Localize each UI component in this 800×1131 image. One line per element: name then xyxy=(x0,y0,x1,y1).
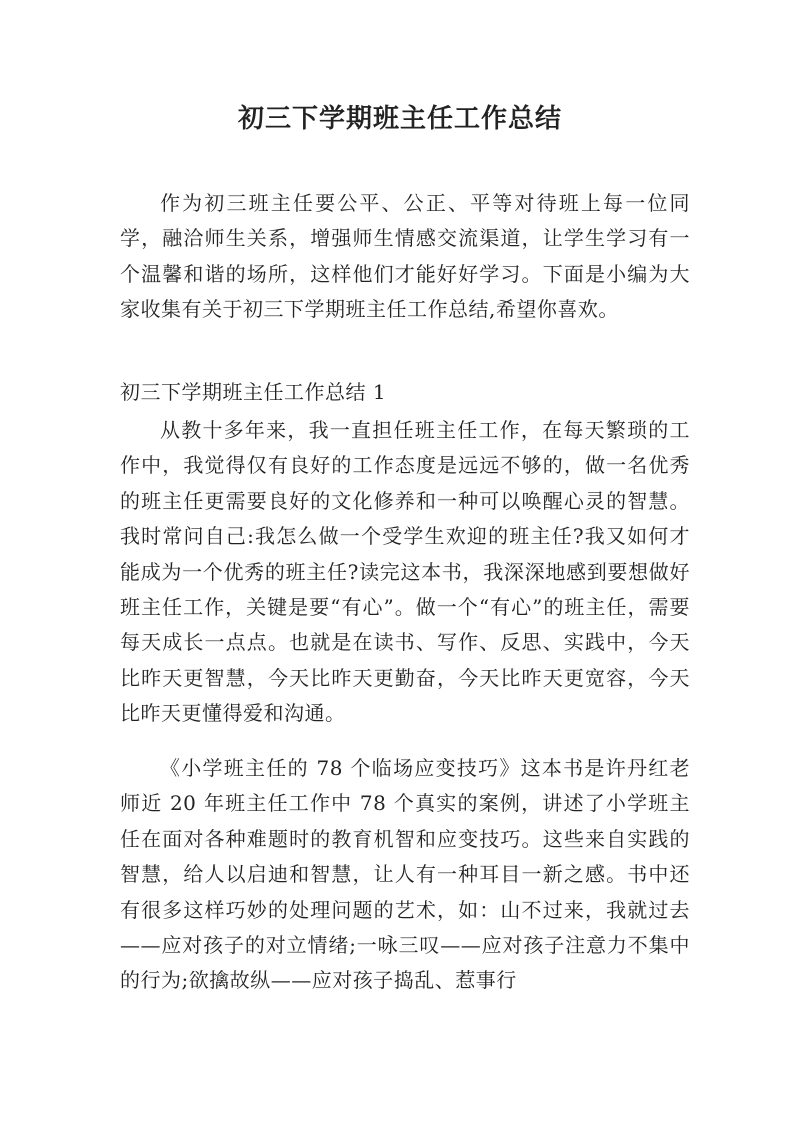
intro-paragraph: 作为初三班主任要公平、公正、平等对待班上每一位同学，融洽师生关系，增强师生情感交流渠道，让学生学习有一个温馨和谐的场所，这样他们才能好好学习。下面是小编为大家收集有关于初三下学期班主任工作总结,希望你喜欢。 xyxy=(120,191,690,322)
body-paragraph-1: 从教十多年来，我一直担任班主任工作，在每天繁琐的工作中，我觉得仅有良好的工作态度是远远不够的，做一名优秀的班主任更需要良好的文化修养和一种可以唤醒心灵的智慧。我时常问自己:我怎么做一个受学生欢迎的班主任?我又如何才能成为一个优秀的班主任?读完这本书，我深深地感到要想做好班主任工作，关键是要“有心”。做一个“有心”的班主任，需要每天成长一点点。也就是在读书、写作、反思、实践中，今天比昨天更智慧，今天比昨天更勤奋，今天比昨天更宽容，今天比昨天更懂得爱和沟通。 xyxy=(120,418,690,726)
section-heading: 初三下学期班主任工作总结 1 xyxy=(120,380,387,404)
document-title: 初三下学期班主任工作总结 xyxy=(237,104,562,134)
body-paragraph-2: 《小学班主任的 78 个临场应变技巧》这本书是许丹红老师近 20 年班主任工作中 78 个真实的案例，讲述了小学班主任在面对各种难题时的教育机智和应变技巧。这些来自实践的智慧，给人以启迪和智慧，让人有一种耳目一新之感。书中还有很多这样巧妙的处理问题的艺术，如：山不过来，我就过去——应对孩子的对立情绪;一咏三叹——应对孩子注意力不集中的行为;欲擒故纵——应对孩子捣乱、惹事行 xyxy=(120,756,690,993)
